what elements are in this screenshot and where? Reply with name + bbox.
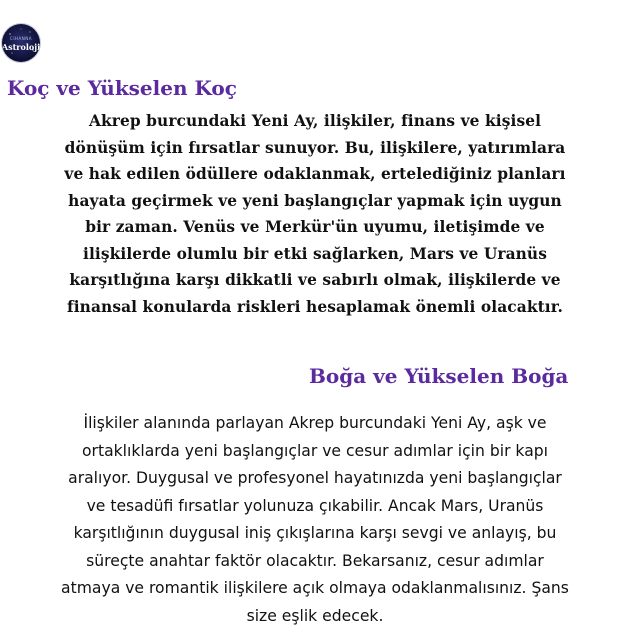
- text-line: Akrep burcundaki Yeni Ay, ilişkiler, finans ve kişisel: [88, 112, 542, 130]
- text-line: size eşlik edecek.: [246, 606, 384, 625]
- text-line: aralıyor. Duygusal ve profesyonel hayatınızda yeni başlangıçlar: [68, 469, 562, 487]
- text-line: atmaya ve romantik ilişkilere açık olmaya odaklanmalısınız. Şans: [61, 579, 569, 597]
- text-line: İlişkiler alanında parlayan Akrep burcundaki Yeni Ay, aşk ve: [83, 414, 547, 432]
- section-title-boga: Boğa ve Yükselen Boğa: [309, 364, 569, 388]
- text-line: hayata geçirmek ve yeni başlangıçlar yapmak için uygun: [68, 191, 562, 210]
- logo-main-text: Astroloji: [2, 42, 40, 52]
- text-line: süreçte anahtar faktör olacaktır. Bekarsanız, cesur adımlar: [86, 551, 544, 570]
- text-line: finansal konularda riskleri hesaplamak önemli olacaktır.: [67, 297, 563, 316]
- brand-logo: [2, 24, 40, 62]
- text-line: karşıtlığına karşı dikkatli ve sabırlı olmak, ilişkilerde ve: [69, 271, 561, 289]
- section-body-boga: [0, 410, 630, 630]
- text-line: ve hak edilen ödüllere odaklanmak, ertelediğiniz planları: [64, 165, 566, 183]
- text-line: ortaklıklarda yeni başlangıçlar ve cesur adımlar için bir kapı: [82, 441, 548, 460]
- text-line: bir zaman. Venüs ve Merkür'ün uyumu, iletişimde ve: [85, 218, 545, 236]
- logo-top-text: CIHANNA: [10, 36, 32, 41]
- section-title-koc: Koç ve Yükselen Koç: [7, 76, 237, 100]
- section-body-koc: [0, 108, 630, 320]
- text-line: ilişkilerde olumlu bir etki sağlarken, Mars ve Uranüs: [83, 244, 547, 263]
- text-line: dönüşüm için fırsatlar sunuyor. Bu, ilişkilere, yatırımlara: [64, 138, 566, 157]
- text-line: karşıtlığının duygusal iniş çıkışlarına karşı sevgi ve anlayış, bu: [73, 524, 557, 542]
- text-line: ve tesadüfi fırsatlar yolunuza çıkabilir. Ancak Mars, Uranüs: [86, 496, 544, 515]
